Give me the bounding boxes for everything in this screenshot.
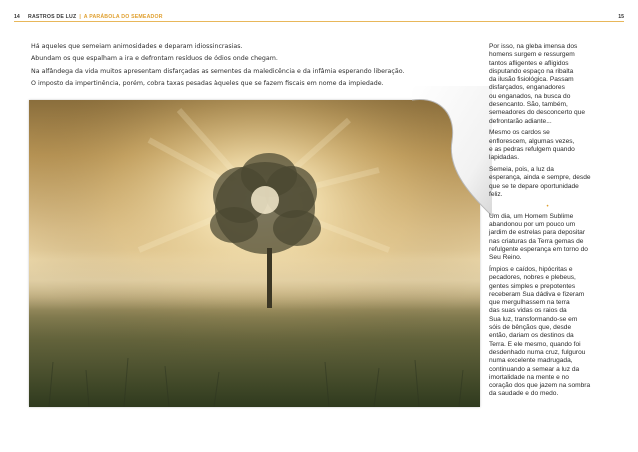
text-line: abandonou por um pouco um	[489, 221, 576, 229]
text-line: feliz.	[489, 190, 503, 198]
book-title: RASTROS DE LUZ	[28, 14, 77, 20]
page-number-right: 15	[618, 14, 624, 20]
section-bullet: •	[546, 203, 549, 210]
text-line: ou enganados, na busca do	[489, 92, 571, 100]
text-line: que se te depare oportunidade	[489, 182, 579, 190]
text-line: sóis de bênçãos que, desde	[489, 324, 572, 332]
text-line: nas criaturas da Terra gemas de	[489, 237, 584, 245]
paragraph	[480, 266, 615, 399]
paragraph	[480, 129, 615, 162]
text-line: tantos afligentes e afligidos	[489, 59, 569, 67]
text-line: lapidadas.	[489, 154, 520, 162]
text-line: da ilusão fisiológica. Passam	[489, 76, 574, 84]
text-line: receberam Sua dádiva e fizeram	[489, 290, 585, 298]
text-line: numa excelente madrugada,	[489, 357, 573, 365]
text-line: Ímpios e caídos, hipócritas e	[489, 265, 573, 273]
text-line: Sua luz, transformando-se em	[489, 315, 578, 323]
text-line: semeadores do desconcerto que	[489, 109, 586, 117]
chapter-title: A PARÁBOLA DO SEMEADOR	[83, 14, 163, 20]
text-line: Semeia, pois, a luz da	[489, 165, 554, 173]
intro-paragraphs	[31, 41, 471, 90]
text-line: da saudade e do medo.	[489, 390, 559, 398]
intro-line: Na alfândega da vida muitos apresentam disfarçadas as sementes da maledicência e da infâmia esperando liberação.	[31, 67, 405, 75]
text-line: Por isso, na gleba imensa dos	[489, 43, 578, 50]
text-line: esperança, ainda e sempre, desde	[489, 174, 591, 182]
paragraph	[480, 213, 615, 263]
intro-line: Abundam os que espalham a ira e defrontam resíduos de ódios onde chegam.	[31, 55, 278, 63]
text-line: das suas vidas os raios da	[489, 307, 567, 315]
header-rule	[14, 21, 624, 22]
text-line: defrontarão adiante...	[489, 117, 552, 125]
text-line: que mergulhassem na terra	[489, 299, 570, 307]
text-line: Mesmo os cardos se	[489, 129, 550, 137]
text-line: Seu Reino.	[489, 254, 522, 262]
text-line: desencanto. São, também,	[489, 101, 568, 109]
text-line: gentes simples e prepotentes	[489, 282, 576, 290]
text-line: e as pedras refulgem quando	[489, 145, 575, 153]
paragraph	[480, 166, 615, 199]
text-line: disputando espaço na ribalta	[489, 67, 574, 75]
text-line: coração dos que jazem na sombra	[489, 382, 591, 390]
running-header	[14, 13, 624, 21]
text-line: Terra. E ele mesmo, quando foi	[489, 340, 581, 348]
text-line: disfarçados, enganadores	[489, 84, 565, 92]
text-line: então, dariam os destinos da	[489, 332, 574, 340]
page-number-left: 14	[14, 14, 20, 20]
text-line: pecadores, nobres e plebeus,	[489, 274, 576, 282]
text-line: Um dia, um Homem Sublime	[489, 212, 574, 220]
text-line: jardim de estrelas para depositar	[489, 229, 586, 237]
header-separator: |	[79, 14, 81, 20]
intro-line: O imposto da impertinência, porém, cobra taxas pesadas àqueles que se fazem fiscais em nome da impiedade.	[31, 79, 384, 87]
text-line: continuando a semear a luz da	[489, 365, 580, 373]
text-line: desdenhado numa cruz, fulgurou	[489, 348, 586, 356]
text-line: homens surgem e ressurgem	[489, 51, 575, 59]
right-column-text	[480, 43, 615, 402]
intro-line: Há aqueles que semeiam animosidades e deparam idiossincrasias.	[31, 43, 243, 50]
text-line: imortalidade na mente e no	[489, 373, 569, 381]
text-line: refulgente esperança em torno do	[489, 246, 588, 253]
paragraph	[480, 43, 615, 126]
text-line: enflorescem, algumas vezes,	[489, 137, 575, 145]
